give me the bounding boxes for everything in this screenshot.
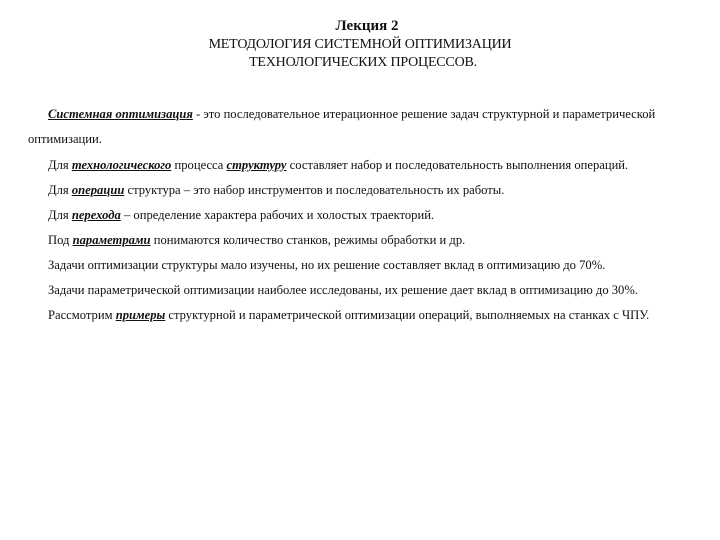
paragraph-lead: Рассмотрим <box>48 308 116 322</box>
term-system-optimization: Системная оптимизация <box>48 107 193 121</box>
paragraph-lead: Для <box>48 158 72 172</box>
lecture-title-line1: МЕТОДОЛОГИЯ СИСТЕМНОЙ ОПТИМИЗАЦИИ <box>208 37 512 52</box>
term-transition: перехода <box>71 208 121 222</box>
paragraph-transition <box>28 203 700 228</box>
paragraph-technological-process <box>28 153 700 178</box>
term-examples: примеры <box>115 308 166 322</box>
paragraph-parametric-tasks: Задачи параметрической оптимизации наиболее исследованы, их решение дает вклад в оптимизацию до 30%. <box>48 283 638 297</box>
paragraph-structure-tasks: Задачи оптимизации структуры мало изучены, но их решение составляет вклад в оптимизацию до 70%. <box>48 258 606 272</box>
term-parameters: параметрами <box>72 233 151 247</box>
paragraph-text: процесса <box>171 158 227 172</box>
paragraph-parameters <box>28 228 700 253</box>
lecture-number: Лекция 2 <box>335 18 399 34</box>
paragraph-text: - это последовательное итерационное решение задач структурной и параметрической оптимизации. <box>28 107 656 146</box>
paragraph-text: – определение характера рабочих и холостых траекторий. <box>120 208 435 222</box>
term-structure: структуру <box>226 158 287 172</box>
paragraph-examples <box>28 303 700 328</box>
paragraph-operation <box>28 178 700 203</box>
lecture-title-line2: ТЕХНОЛОГИЧЕСКИХ ПРОЦЕССОВ. <box>249 55 477 70</box>
paragraph-system-optimization <box>28 102 700 152</box>
lecture-body <box>28 102 700 328</box>
paragraph-text: структура – это набор инструментов и последовательность их работы. <box>124 183 505 197</box>
term-technological: технологического <box>71 158 172 172</box>
paragraph-text: структурной и параметрической оптимизации операций, выполняемых на станках с ЧПУ. <box>165 308 650 322</box>
paragraph-lead: Под <box>48 233 73 247</box>
paragraph-text: понимаются количество станков, режимы обработки и др. <box>150 233 466 247</box>
paragraph-text: составляет набор и последовательность выполнения операций. <box>286 158 629 172</box>
paragraph-lead: Для <box>48 208 72 222</box>
lecture-header <box>0 16 720 72</box>
paragraph-lead: Для <box>48 183 72 197</box>
term-operation: операции <box>71 183 125 197</box>
